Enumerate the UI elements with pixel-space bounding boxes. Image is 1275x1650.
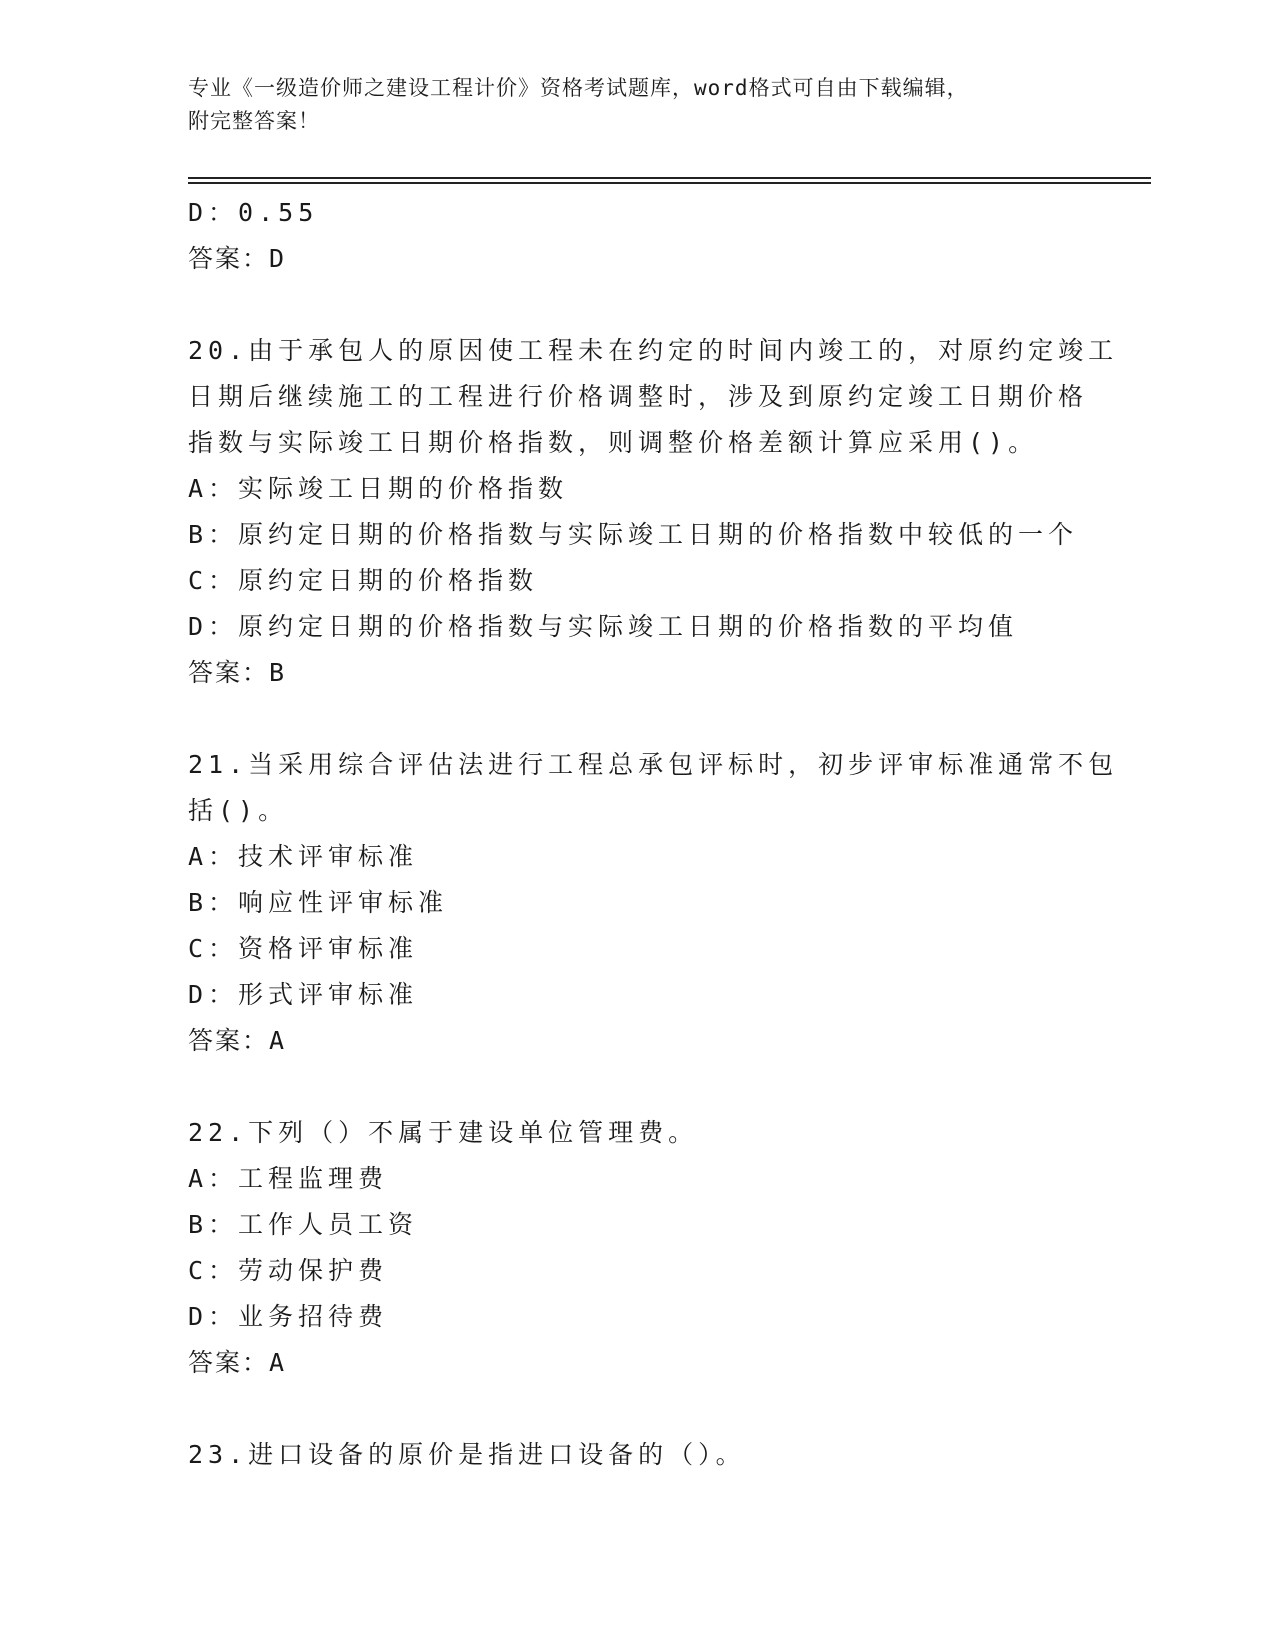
option-a: A：技术评审标准 [188,842,419,871]
question-text-line: 日期后继续施工的工程进行价格调整时，涉及到原约定竣工日期价格 [188,382,1089,411]
question-text-line: 23.进口设备的原价是指进口设备的（）。 [188,1440,746,1469]
option-d: D：形式评审标准 [188,980,419,1009]
option-c: C：原约定日期的价格指数 [188,566,539,595]
option-d: D：原约定日期的价格指数与实际竣工日期的价格指数的平均值 [188,612,1019,641]
question-text-line: 22.下列（）不属于建设单位管理费。 [188,1118,699,1147]
header-divider-top [188,177,1151,179]
option-a: A：实际竣工日期的价格指数 [188,474,569,503]
answer: 答案：A [188,1026,287,1055]
spacer [188,282,1088,328]
question-19-tail [188,190,1088,282]
option-b: B：响应性评审标准 [188,888,449,917]
spacer [188,1386,1088,1432]
option-a: A：工程监理费 [188,1164,389,1193]
document-header [188,72,1088,138]
option-d: D：业务招待费 [188,1302,389,1331]
question-text-line: 括()。 [188,796,289,825]
answer: 答案：B [188,658,287,687]
option-d: D：0.55 [188,198,319,227]
header-line-2: 附完整答案！ [188,109,320,133]
question-text-line: 21.当采用综合评估法进行工程总承包评标时，初步评审标准通常不包 [188,750,1119,779]
header-divider-bottom [188,182,1151,184]
question-text-line: 20.由于承包人的原因使工程未在约定的时间内竣工的，对原约定竣工 [188,336,1119,365]
option-b: B：工作人员工资 [188,1210,419,1239]
option-b: B：原约定日期的价格指数与实际竣工日期的价格指数中较低的一个 [188,520,1079,549]
question-list [188,190,1119,1478]
question-21 [188,742,1119,1064]
question-22 [188,1110,1088,1386]
option-c: C：资格评审标准 [188,934,419,963]
question-20 [188,328,1119,696]
question-text-line: 指数与实际竣工日期价格指数，则调整价格差额计算应采用()。 [188,428,1039,457]
answer: 答案：D [188,244,287,273]
answer: 答案：A [188,1348,287,1377]
question-23 [188,1432,1088,1478]
option-c: C：劳动保护费 [188,1256,389,1285]
spacer [188,1064,1088,1110]
header-line-1: 专业《一级造价师之建设工程计价》资格考试题库，word格式可自由下载编辑， [188,76,969,100]
spacer [188,696,1088,742]
